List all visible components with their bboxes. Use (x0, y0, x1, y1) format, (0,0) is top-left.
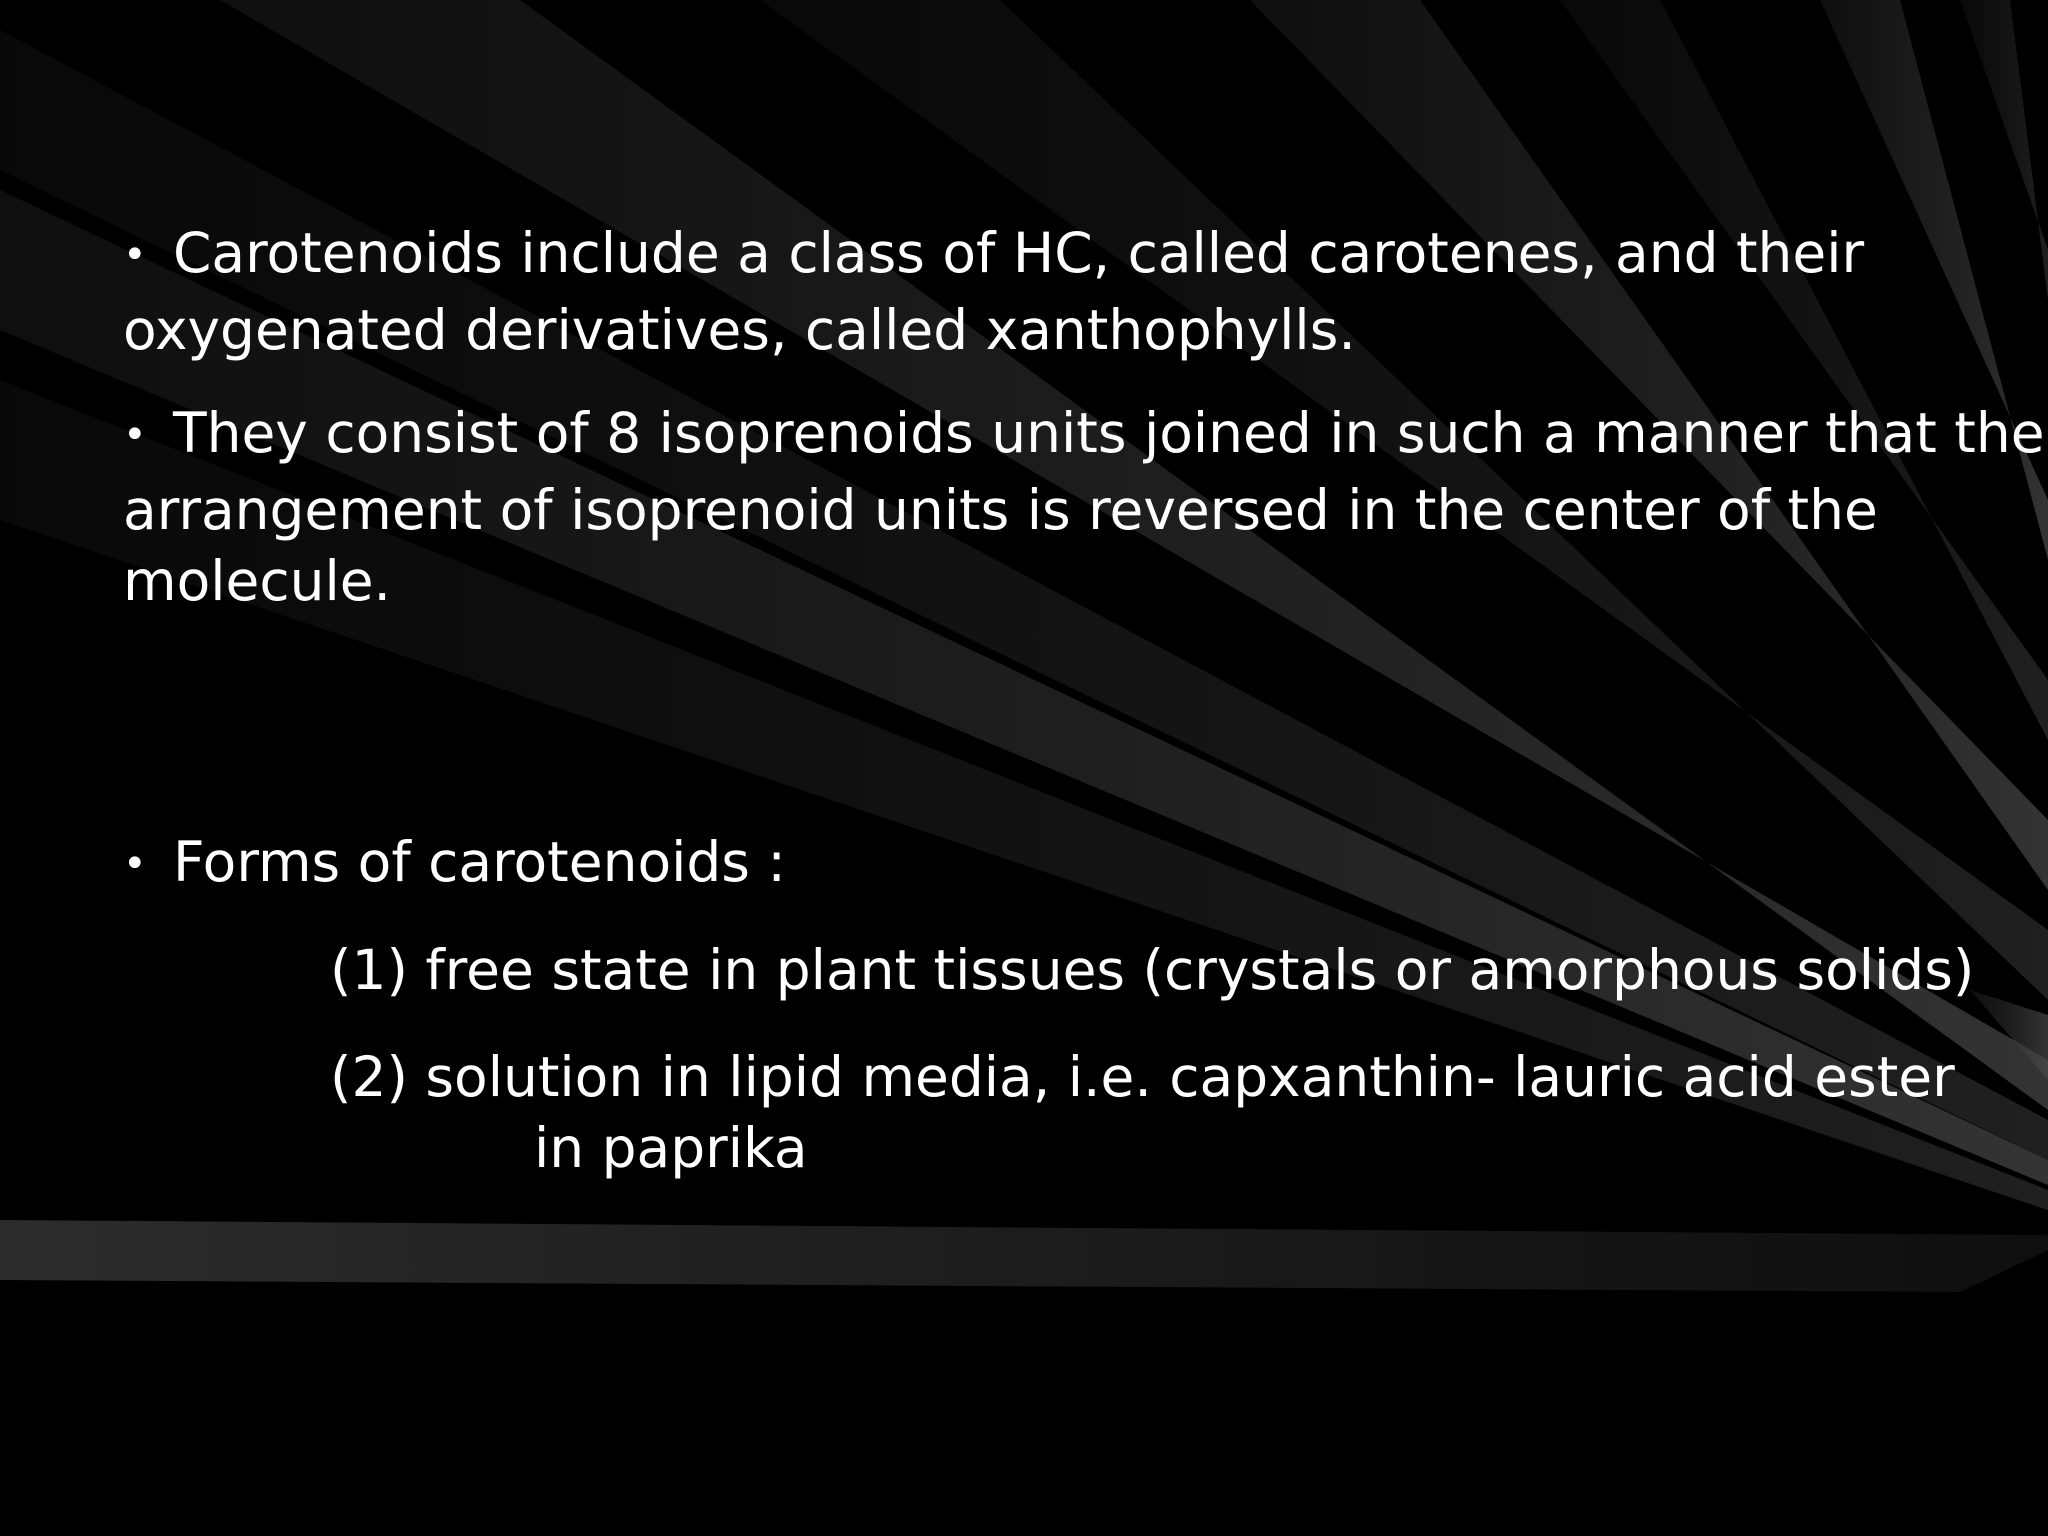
bullet-line: molecule. (123, 549, 392, 613)
bullet-line: oxygenated derivatives, called xanthophylls. (123, 298, 1356, 362)
bullet-forms-of-carotenoids (123, 827, 2023, 904)
bullet-line: arrangement of isoprenoid units is reversed in the center of the (123, 478, 1878, 542)
sub-item-line: (1) free state in plant tissues (crystals or amorphous solids) (330, 938, 1975, 1002)
bullet-line: Carotenoids include a class of HC, called carotenes, and their (173, 221, 1865, 285)
bullet-carotenoids-class (123, 218, 2023, 366)
bullet-dot-icon: • (123, 232, 147, 278)
bullet-line: Forms of carotenoids : (173, 830, 786, 894)
bullet-dot-icon: • (123, 841, 147, 887)
bullet-dot-icon: • (123, 412, 147, 458)
sub-item-lipid-solution (330, 1042, 1955, 1184)
sub-item-free-state (330, 935, 1974, 1006)
sub-item-line: (2) solution in lipid media, i.e. capxanthin- lauric acid ester (330, 1045, 1955, 1109)
sub-item-line: in paprika (534, 1116, 808, 1180)
bullet-line: They consist of 8 isoprenoids units joined in such a manner that the (173, 401, 2045, 465)
bullet-isoprenoid-units (123, 398, 2045, 617)
